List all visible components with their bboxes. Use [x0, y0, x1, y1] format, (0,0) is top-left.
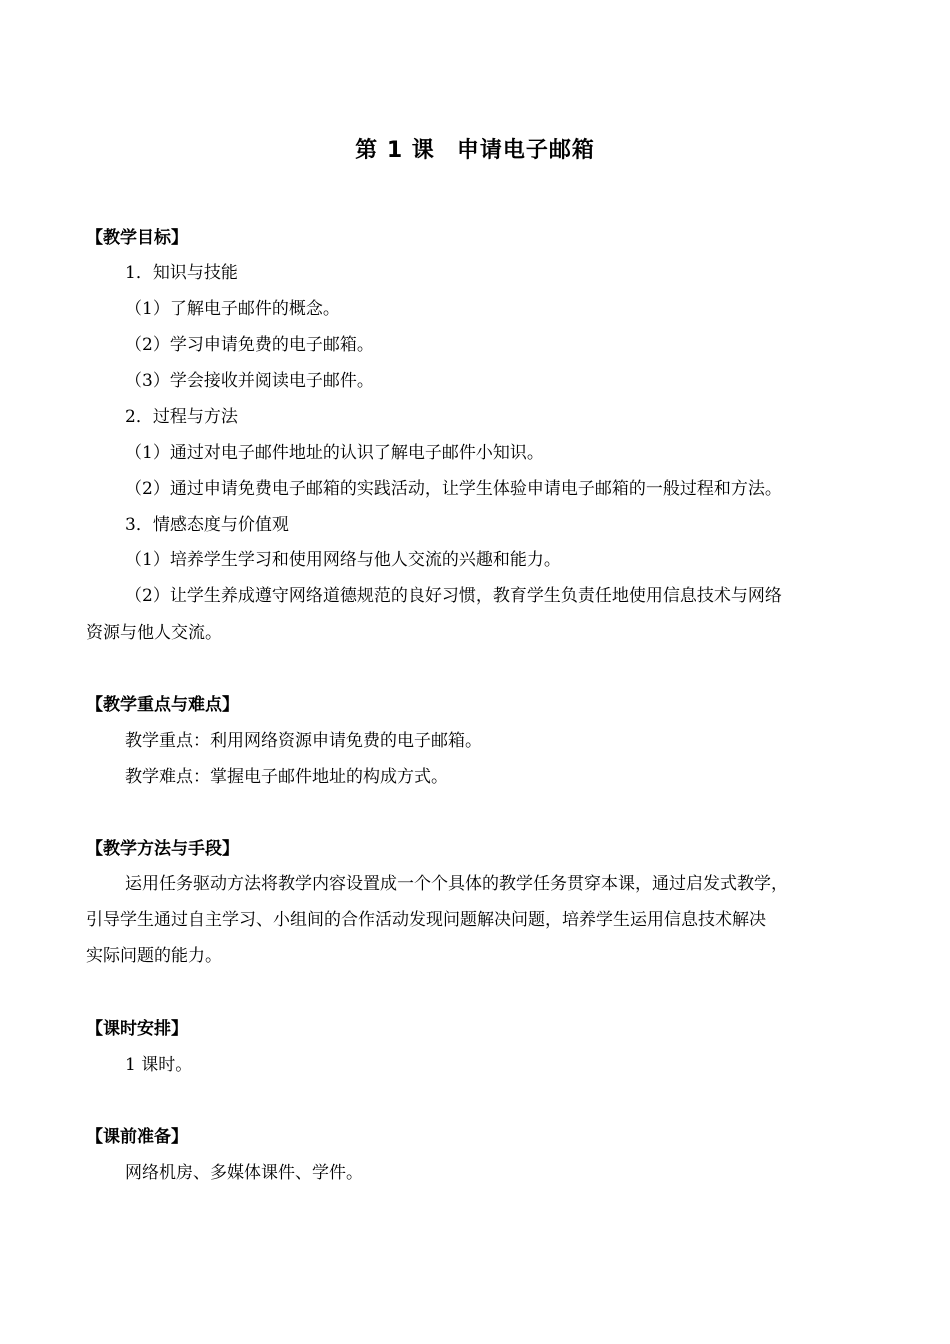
lesson-name: 申请电子邮箱 — [456, 138, 595, 163]
keypoints-heading: 【教学重点与难点】 — [86, 695, 239, 715]
lesson-number: 第 1 课 — [355, 138, 435, 163]
preparation-text: 网络机房、多媒体课件、学件。 — [125, 1163, 363, 1183]
methods-text-line: 引导学生通过自主学习、小组间的合作活动发现问题解决问题，培养学生运用信息技术解决 — [86, 910, 766, 930]
process-label: 2．过程与方法 — [125, 407, 238, 427]
attitude-item: （2）让学生养成遵守网络道德规范的良好习惯，教育学生负责任地使用信息技术与网络 — [125, 586, 782, 606]
preparation-heading: 【课前准备】 — [86, 1127, 188, 1147]
page-title — [0, 135, 950, 167]
attitude-label: 3．情感态度与价值观 — [125, 515, 289, 535]
knowledge-label: 1．知识与技能 — [125, 263, 238, 283]
knowledge-item: （2）学习申请免费的电子邮箱。 — [125, 335, 374, 355]
schedule-heading: 【课时安排】 — [86, 1019, 188, 1039]
keypoint-difficulty: 教学难点：掌握电子邮件地址的构成方式。 — [125, 767, 448, 787]
process-item: （2）通过申请免费电子邮箱的实践活动，让学生体验申请电子邮箱的一般过程和方法。 — [125, 479, 782, 499]
methods-text-line: 运用任务驱动方法将教学内容设置成一个个具体的教学任务贯穿本课，通过启发式教学， — [125, 874, 788, 894]
methods-heading: 【教学方法与手段】 — [86, 839, 239, 859]
process-item: （1）通过对电子邮件地址的认识了解电子邮件小知识。 — [125, 443, 544, 463]
keypoint-focus: 教学重点：利用网络资源申请免费的电子邮箱。 — [125, 731, 482, 751]
knowledge-item: （3）学会接收并阅读电子邮件。 — [125, 371, 374, 391]
attitude-item: （1）培养学生学习和使用网络与他人交流的兴趣和能力。 — [125, 550, 561, 570]
objectives-heading: 【教学目标】 — [86, 228, 188, 248]
schedule-text: 1 课时。 — [125, 1055, 193, 1075]
attitude-item-continued: 资源与他人交流。 — [86, 623, 222, 643]
knowledge-item: （1）了解电子邮件的概念。 — [125, 299, 340, 319]
methods-text-line: 实际问题的能力。 — [86, 946, 222, 966]
